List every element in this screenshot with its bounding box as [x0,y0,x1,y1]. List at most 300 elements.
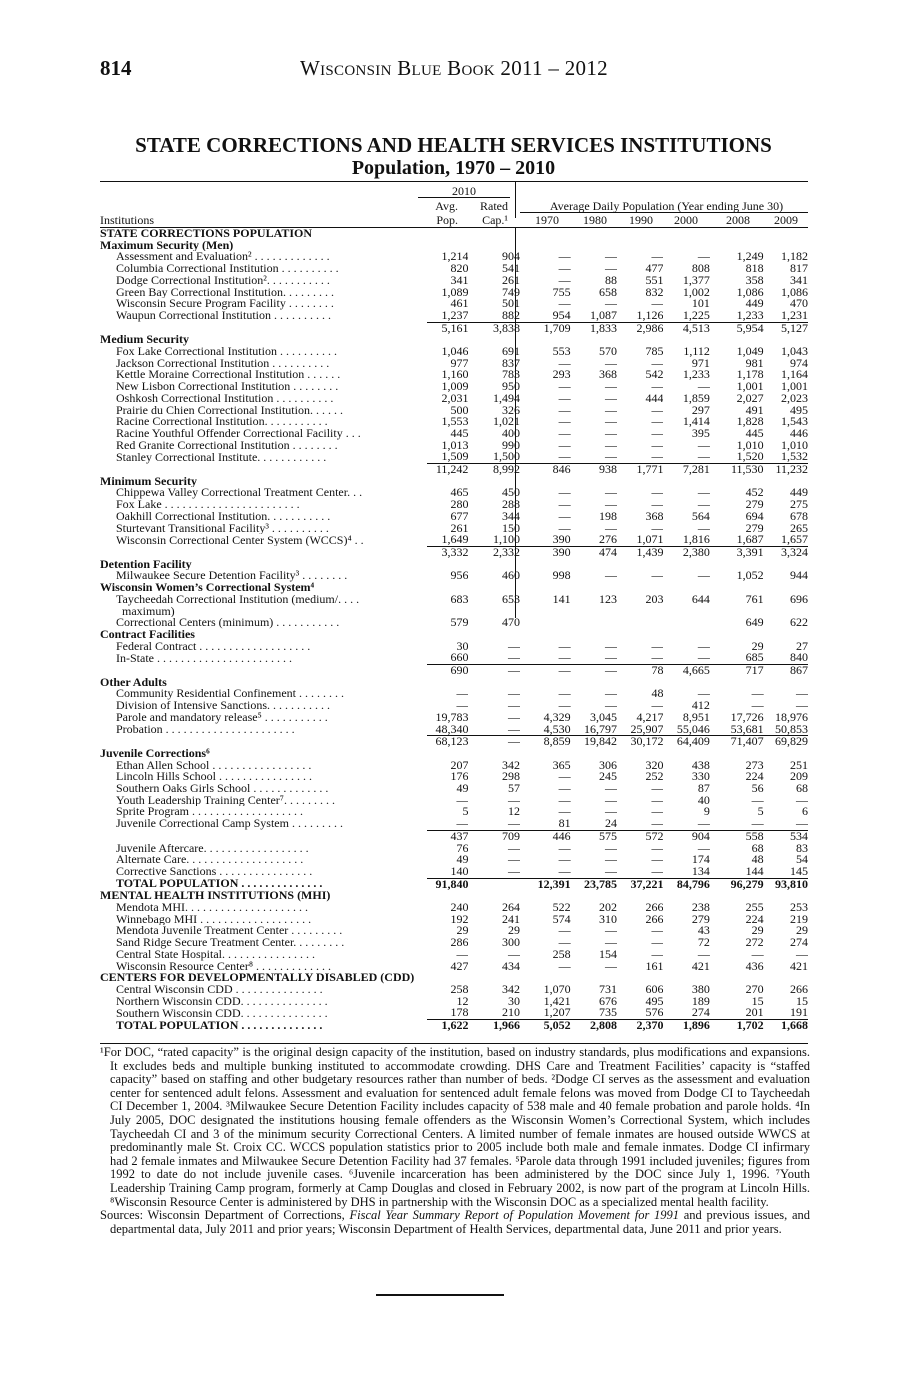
cell-value: — [571,652,617,664]
cell-value: — [558,298,571,310]
cell-value [520,582,571,594]
cell-value: 998 [552,570,571,583]
page-number: 814 [100,56,132,80]
cell-value: — [558,499,571,511]
cell-value: 452 [745,487,764,500]
cell-value: 735 [571,1007,617,1019]
table-row [100,275,808,287]
cell-value: 55,046 [663,724,709,736]
cell-value: 56 [751,783,764,795]
cell-value: 579 [450,617,469,629]
cell-value [710,677,764,689]
cell-value: — [456,794,469,807]
header-year-1970: 1970 [535,213,559,227]
cell-value: 1,178 [736,369,764,382]
cell-value: 954 [520,310,571,322]
cell-value: 446 [552,830,571,843]
row-label: Juvenile Aftercare. . . . . . . . . . . . . . . . . . [116,842,309,855]
cell-value [427,972,468,984]
cell-value [520,559,571,571]
cell-value [663,228,709,240]
table-row [100,381,808,393]
table-row [100,416,808,428]
cell-value: — [710,818,764,830]
cell-value [710,890,764,902]
cell-value: — [697,640,710,653]
cell-value: 91,840 [435,878,469,891]
cell-value: — [751,948,764,961]
subtotal-row [100,830,808,842]
cell-value: 123 [599,593,618,606]
cell-value: 19,842 [584,735,618,748]
row-label: Central Wisconsin CDD . . . . . . . . . . . . . . . [116,984,323,996]
table-row [100,570,808,582]
section-heading-row [100,334,808,346]
section-heading-row [100,240,808,252]
header-adp: Average Daily Population (Year ending June 30) [549,199,784,213]
table-row [100,760,808,772]
table-row [100,251,808,263]
row-label: Corrective Sanctions . . . . . . . . . . . . . . . . [116,865,313,879]
cell-value: 145 [764,866,808,878]
cell-value: 1,833 [590,322,618,335]
cell-value: — [605,688,618,701]
row-label: maximum) [122,605,175,618]
row-label: Parole and mandatory release⁵ . . . . . . . . . . . [116,711,328,724]
cell-value: 174 [691,854,710,866]
cell-value: 522 [552,902,571,914]
cell-value: 2,332 [493,546,521,559]
cell-value: — [508,688,521,701]
cell-value: — [697,251,710,264]
section-heading-row [100,228,808,240]
row-label: Detention Facility [100,558,192,571]
cell-value: 694 [745,510,764,523]
cell-value: 48,340 [427,724,468,736]
cell-value: — [617,652,663,664]
header-year-2000: 2000 [674,213,698,227]
cell-value: 470 [502,617,521,629]
cell-value: 288 [502,499,521,511]
cell-value: 1,414 [682,416,710,428]
cell-value: 72 [697,937,710,949]
cell-value: 344 [502,510,521,523]
cell-value [663,617,709,629]
cell-value: — [558,392,571,405]
row-label [100,665,427,677]
cell-value: — [605,522,618,535]
sources-note [100,1209,810,1236]
cell-value: 1,214 [441,251,469,264]
cell-value [571,476,617,488]
cell-value [617,677,663,689]
cell-value: 1,668 [781,1019,808,1032]
cell-value [764,890,808,902]
cell-value: — [571,451,617,463]
cell-value: 5 [757,806,764,819]
cell-value: 48 [651,688,664,701]
cell-value: 575 [599,830,618,843]
cell-value [427,240,468,252]
cell-value: 558 [745,830,764,843]
cell-value: 83 [796,842,808,855]
row-label: Probation . . . . . . . . . . . . . . . . . . . . . . [116,723,295,736]
cell-value: 570 [599,346,618,358]
cell-value: 444 [645,392,664,405]
cell-value: 437 [450,830,469,843]
cell-value: — [651,783,664,795]
cell-value: 29 [751,640,764,653]
cell-value: 1,010 [781,439,808,452]
cell-value: — [651,439,664,452]
cell-value: 445 [450,427,469,440]
cell-value: 300 [502,937,521,949]
cell-value: — [427,818,468,830]
cell-value: 358 [745,274,764,287]
cell-value: — [520,866,571,878]
cell-value: 12,391 [537,878,571,891]
row-label: New Lisbon Correctional Institution . . . . . . . . [116,381,339,393]
cell-value: 201 [710,1007,764,1019]
total-row [100,1020,808,1032]
cell-value: 17,726 [730,711,764,724]
row-label: MENTAL HEALTH INSTITUTIONS (MHI) [100,890,331,903]
cell-value: 3,045 [590,711,618,724]
row-label [100,736,427,748]
cell-value: — [558,640,571,653]
cell-value: 904 [691,830,710,843]
cell-value: 696 [790,593,808,606]
cell-value: — [651,854,664,866]
cell-value [427,677,468,689]
cell-value: 3,838 [493,322,521,335]
footnote-text: ¹For DOC, “rated capacity” is the original design capacity of the institution, based on industry standards, plus modifications and expansions. It excludes beds and multiple bunking instituted to accommodate crowding. DHS Care and Treatment Facilities’ capacity is “staffed capacity” based on staffing and other budgetary resources rather than number of beds. ²Dodge CI serves as the assessment and evaluation center for sentenced adult felons. Assessment and evaluation for sentenced adult female felons was moved from Dodge CI to Taycheedah CI December 1, 2004. ³Milwaukee Secure Detention Facility includes capacity of 538 male and 40 female probation and parole holds. ⁴In July 2005, DOC designated the institutions housing female offenders as the Wisconsin Women’s Correctional System, which includes Taycheedah CI and 3 of the minimum security Correctional Centers. A limited number of female inmates are housed outside WWCS at predominantly male St. Croix CC. WCCS population statistics prior to 2005 include both male and female inmates. Dodge CI infirmary had 2 female inmates and Milwaukee Secure Detention Facility had 37 females. ⁵Parole data through 1991 included juveniles; figures from 1992 to date do not include juvenile cases. ⁶Juvenile incarceration has been administered by the DOC since July 1, 1996. ⁷Youth Leadership Training Camp program, formerly at Camp Douglas and closed in February 2002, is now part of the program at Lincoln Hills. ⁸Wisconsin Resource Center is administered by DHS in partnership with the Wisconsin DOC as a specialized mental health facility. [100,1045,810,1209]
cell-value: — [605,298,618,310]
cell-value [571,334,617,346]
cell-value: — [558,842,571,855]
running-head: Wisconsin Blue Book 2011 – 2012 [300,56,608,80]
cell-value: — [651,298,664,310]
cell-value: 29 [796,925,808,938]
cell-value: 1,046 [441,346,469,358]
cell-value: — [697,381,710,393]
row-label: Racine Youthful Offender Correctional Facility . . . [116,427,361,440]
cell-value: 298 [502,771,521,784]
section-heading-row [100,582,808,594]
cell-value: — [663,652,709,664]
section-heading-row [100,476,808,488]
cell-value: — [651,948,664,961]
cell-value [427,334,468,346]
row-label: Sand Ridge Secure Treatment Center. . . . . . . . . [116,937,345,949]
cell-value: 273 [745,759,764,772]
cell-value: — [751,688,764,701]
cell-value: 68,123 [435,735,469,748]
cell-value: — [558,783,571,795]
cell-value: — [468,818,520,830]
table-row [100,499,808,511]
cell-value: 685 [710,652,764,664]
cell-value: 261 [502,274,521,287]
cell-value: 445 [745,427,764,440]
table-row [100,487,808,499]
cell-value: 465 [450,487,469,500]
cell-value: 37,221 [630,878,664,891]
table-row [100,712,808,724]
cell-value: 1,966 [493,1019,521,1032]
cell-value [571,582,617,594]
row-label: Community Residential Confinement . . . . . . . . [116,688,344,701]
cell-value: 709 [502,830,521,843]
row-label: Southern Oaks Girls School . . . . . . . . . . . . . [116,783,329,795]
cell-value: 534 [790,830,808,843]
cell-value: 266 [645,913,664,926]
cell-value: 1,520 [710,451,764,463]
row-label: Green Bay Correctional Institution. . . . . . . . . [116,286,334,299]
row-label: Federal Contract . . . . . . . . . . . . . . . . . . . [116,640,311,653]
header-adp-rule [520,212,808,213]
cell-value: — [520,451,571,463]
row-label: Prairie du Chien Correctional Institution. . . . . . [116,404,343,417]
cell-value: 270 [745,984,764,996]
cell-value: 1,043 [781,346,808,358]
cell-value: 279 [745,522,764,535]
cell-value: — [605,357,618,370]
cell-value [571,228,617,240]
table-row [100,287,808,299]
cell-value: 2,380 [682,546,710,559]
cell-value [663,334,709,346]
cell-value: 551 [645,274,664,287]
header-top-rule [100,181,808,182]
row-label: STATE CORRECTIONS POPULATION [100,228,313,240]
cell-value: — [796,794,808,807]
row-label: Other Adults [100,676,167,689]
cell-value: 365 [552,759,571,772]
cell-value: — [617,866,663,878]
cell-value [764,582,808,594]
table-row [100,511,808,523]
row-label: Wisconsin Women’s Correctional System⁴ [100,582,315,594]
cell-value [427,606,468,618]
cell-value: 150 [502,522,521,535]
header-rated: Rated [480,199,508,213]
cell-value: 19,783 [435,711,469,724]
cell-value: 96,279 [730,878,764,891]
cell-value: 495 [645,995,664,1008]
cell-value: 749 [502,286,521,299]
cell-value [571,890,617,902]
cell-value: — [605,263,618,275]
sources-prefix: Sources: Wisconsin Department of Corrections, [100,1208,350,1223]
cell-value [764,228,808,240]
cell-value: 207 [450,759,469,772]
cell-value: 944 [790,570,808,583]
cell-value: 29 [456,925,469,938]
cell-value: 140 [427,866,468,878]
cell-value: 412 [691,700,710,712]
cell-value: — [605,925,618,938]
cell-value: 50,853 [764,724,808,736]
cell-value: — [508,711,521,724]
cell-value: — [663,818,709,830]
cell-value: 2,986 [636,322,664,335]
cell-value: — [558,381,571,393]
sources-title: Fiscal Year Summary Report of Population Movement for 1991 [349,1208,680,1223]
cell-value: 783 [502,369,521,382]
cell-value: 219 [790,913,808,926]
cell-value [427,559,468,571]
cell-value: 1,828 [736,416,764,428]
cell-value [520,240,571,252]
cell-value: 690 [450,664,469,677]
cell-value: 3,391 [736,546,764,559]
cell-value: 240 [450,902,469,914]
cell-value [764,559,808,571]
cell-value: 191 [764,1007,808,1019]
cell-value: 1,494 [493,392,521,405]
cell-value [427,748,468,760]
section-heading-row [100,890,808,902]
cell-value: 1,657 [764,534,808,546]
cell-value [468,559,520,571]
cell-value [520,890,571,902]
cell-value: 470 [790,298,808,310]
table-row [100,914,808,926]
cell-value: — [697,499,710,511]
cell-value: 68 [796,783,808,795]
cell-value: 209 [790,771,808,784]
row-label: Columbia Correctional Institution . . . . . . . . . . [116,263,339,275]
cell-value: 9 [703,806,710,819]
cell-value: 818 [745,263,764,275]
cell-value: 981 [745,357,764,370]
cell-value [617,890,663,902]
cell-value: 446 [790,427,808,440]
cell-value: 93,810 [775,878,808,891]
cell-value: 1,225 [663,310,709,322]
cell-value: — [605,439,618,452]
cell-value: — [605,854,618,866]
cell-value: 368 [599,369,618,382]
cell-value: 1,709 [543,322,571,335]
cell-value: 25,907 [617,724,663,736]
cell-value: 30,172 [630,735,664,748]
header-avg: Avg. [435,199,458,213]
cell-value: 368 [645,510,664,523]
cell-value: — [651,842,664,855]
cell-value: — [651,925,664,938]
cell-value: 2,023 [781,392,808,405]
cell-value: 49 [456,783,469,795]
cell-value: — [558,700,571,712]
cell-value: 1,702 [736,1019,764,1032]
table-row [100,1007,808,1019]
sources-suffix: and previous issues, and departmental data, July 2011 and prior years; Wisconsin Department of Health Services, departmental data, June 2011 and prior years. [110,1208,811,1236]
cell-value: 1,622 [441,1019,469,1032]
cell-value: 5 [462,806,469,819]
table-row [100,405,808,417]
section-heading-row [100,559,808,571]
cell-value: 15 [796,995,808,1008]
table-row [100,771,808,783]
cell-value: 1,052 [736,570,764,583]
cell-value: — [697,948,710,961]
cell-value: 210 [468,1007,520,1019]
cell-value: 11,242 [435,463,469,476]
cell-value: — [651,806,664,819]
table-row [100,440,808,452]
cell-value: — [468,724,520,736]
cell-value: 3,324 [781,546,808,559]
cell-value: — [651,416,664,428]
table-row [100,523,808,535]
cell-value [617,617,663,629]
cell-value [617,240,663,252]
cell-value [520,972,571,984]
cell-value: 1,687 [710,534,764,546]
cell-value: 241 [502,913,521,926]
cell-value: — [456,948,469,961]
cell-value: 1,249 [736,251,764,264]
cell-value: 8,992 [493,463,521,476]
cell-value: — [558,937,571,949]
cell-value [427,476,468,488]
subtotal-row [100,665,808,677]
cell-value: 1,009 [441,381,469,393]
row-label: Red Granite Correctional Institution . . . . . . . . [116,439,338,452]
cell-value: — [558,794,571,807]
cell-value [710,228,764,240]
section-heading-row [100,972,808,984]
cell-value: — [558,416,571,428]
population-table [100,228,808,1032]
cell-value: — [558,522,571,535]
subtotal-row [100,464,808,476]
cell-value [764,972,808,984]
cell-value: 265 [790,522,808,535]
cell-value: 238 [691,902,710,914]
header-institutions: Institutions [100,213,155,227]
cell-value: 1,233 [710,310,764,322]
cell-value: 272 [745,937,764,949]
cell-value: — [605,937,618,949]
cell-value: 460 [502,570,521,583]
cell-value: — [605,251,618,264]
table-row [100,534,808,546]
cell-value: 421 [790,960,808,973]
cell-value [468,228,520,240]
cell-value [710,582,764,594]
row-label: Wisconsin Resource Center⁸ . . . . . . . . . . . . . [116,960,331,973]
cell-value [617,334,663,346]
cell-value: 202 [599,902,618,914]
cell-value: 1,010 [736,439,764,452]
cell-value: — [697,439,710,452]
cell-value: 54 [796,854,808,866]
cell-value [571,240,617,252]
cell-value: 2,808 [590,1019,618,1032]
row-label: Mendota MHI. . . . . . . . . . . . . . . . . . . . . [116,902,308,914]
row-label: Sprite Program . . . . . . . . . . . . . . . . . . . [116,806,303,819]
cell-value: 88 [605,274,618,287]
cell-value: — [651,427,664,440]
cell-value: 280 [450,499,469,511]
cell-value: 342 [502,759,521,772]
table-row [100,949,808,961]
cell-value: 421 [691,960,710,973]
subtotal-row [100,736,808,748]
